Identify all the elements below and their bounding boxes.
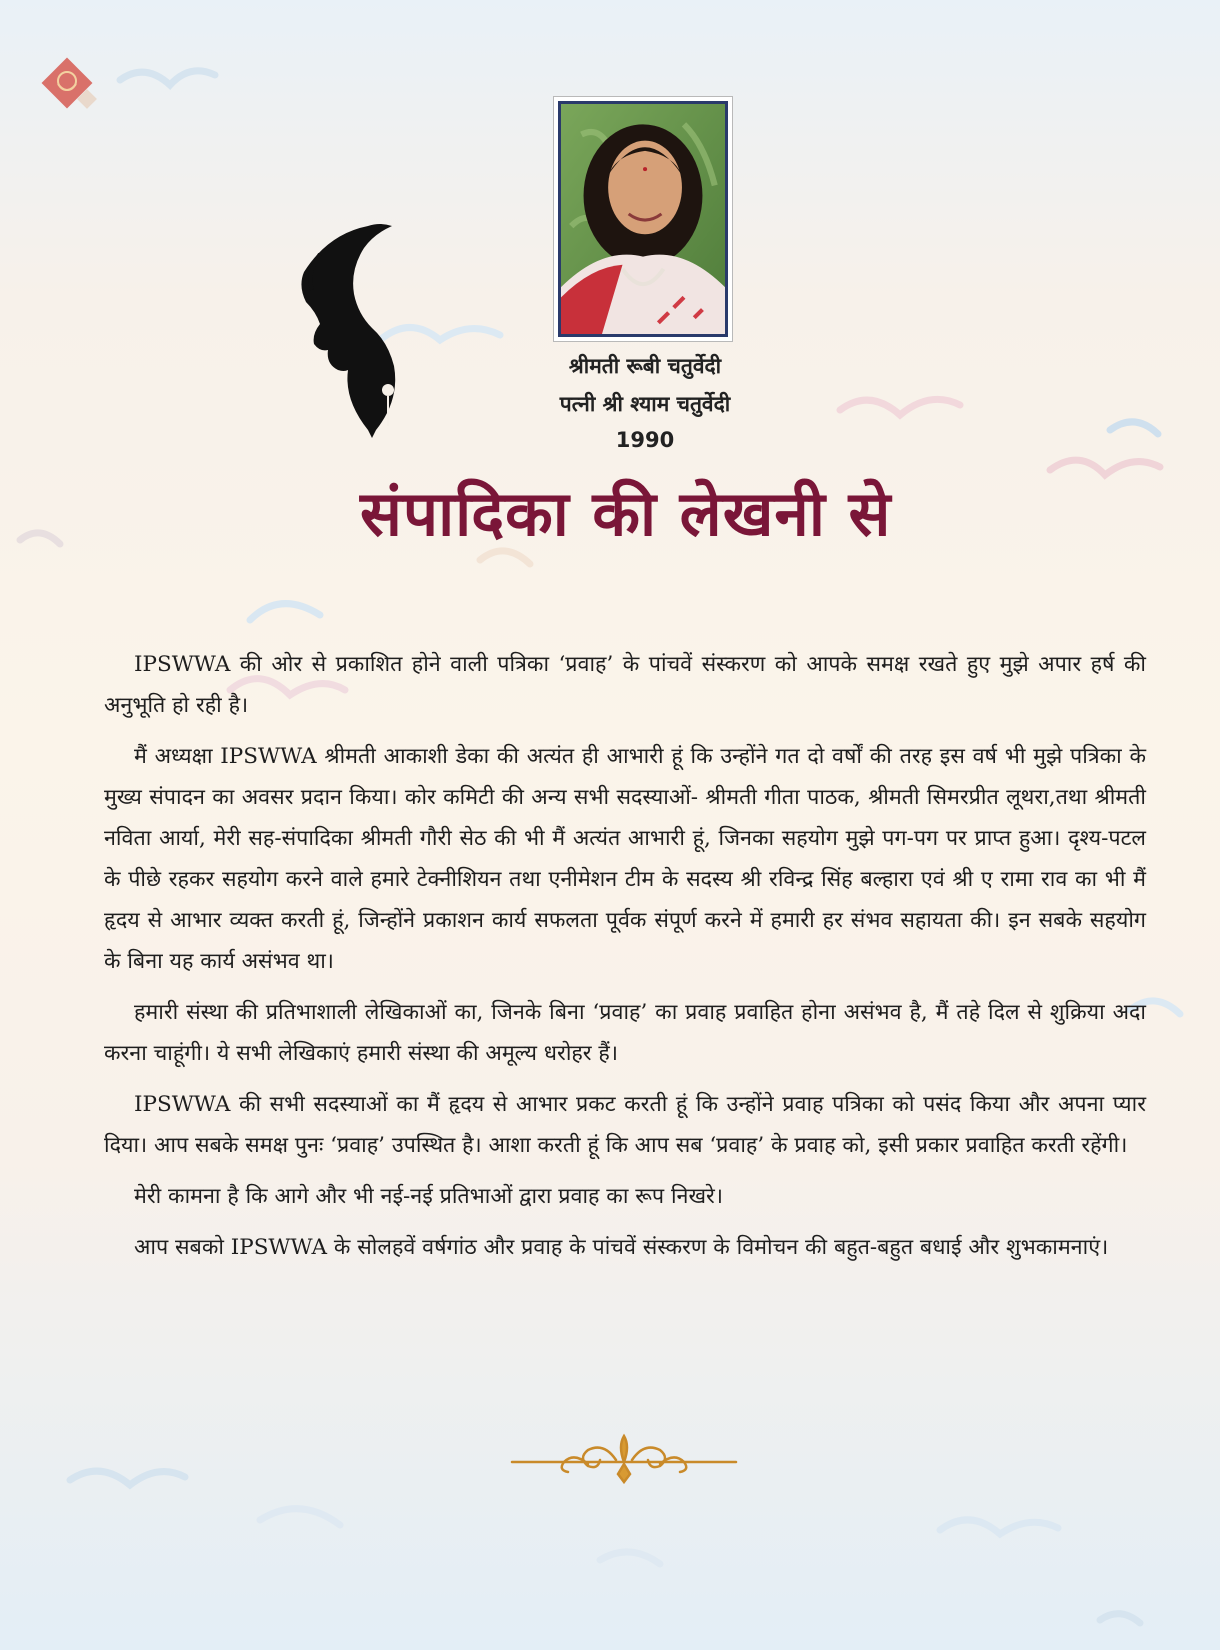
paragraph: मैं अध्यक्षा IPSWWA श्रीमती आकाशी डेका की अत्यंत ही आभारी हूं कि उन्होंने गत दो वर्षों की तरह इस वर्ष भी मुझे पत्रिका के मुख्य संपादन का अवसर प्रदान किया। कोर कमिटी की अन्य सभी सदस्याओं- श्रीमती गीता पाठक, श्रीमती सिमरप्रीत लूथरा,तथा श्रीमती नविता आर्या, मेरी सह-संपादिका श्रीमती गौरी सेठ की भी मैं अत्यंत आभारी हूं, जिनका सहयोग मुझे पग-पग पर प्राप्त हुआ। दृश्य-पटल के पीछे रहकर सहयोग करने वाले हमारे टेक्नीशियन तथा एनीमेशन टीम के सदस्य श्री रविन्द्र सिंह बल्हारा एवं श्री ए रामा राव का भी मैं हृदय से आभार व्यक्त करती हूं, जिन्होंने प्रकाशन कार्य सफलता पूर्वक संपूर्ण करने में हमारी हर संभव सहायता की। इन सबके सहयोग के बिना यह कार्य असंभव था। — [104, 744, 1146, 974]
pravah-logo-icon — [36, 52, 98, 114]
bird-shape — [120, 71, 215, 85]
editor-year: 1990 — [615, 428, 675, 452]
logo — [36, 52, 98, 114]
paragraph: आप सबको IPSWWA के सोलहवें वर्षगांठ और प्रवाह के पांचवें संस्करण के विमोचन की बहुत-बहुत बधाई और शुभकामनाएं। — [134, 1235, 1109, 1260]
bird-shape — [250, 604, 320, 620]
bird-shape — [1100, 1614, 1140, 1623]
paragraph: हमारी संस्था की प्रतिभाशाली लेखिकाओं का, जिनके बिना ‘प्रवाह’ का प्रवाह प्रवाहित होना असंभव है, मैं तहे दिल से शुक्रिया अदा करना चाहूंगी। ये सभी लेखिकाएं हमारी संस्था की अमूल्य धरोहर हैं। — [104, 1000, 1146, 1066]
pen-silhouette-icon — [290, 218, 440, 488]
page-title: संपादिका की लेखनी से — [360, 477, 892, 550]
bird-shape — [20, 533, 60, 544]
bird-shape — [260, 1509, 340, 1525]
bird-shape — [70, 1471, 185, 1485]
editorial-body — [104, 644, 1146, 1278]
bird-shape — [840, 399, 960, 415]
bird-shape — [940, 1520, 1058, 1534]
editor-name: श्रीमती रूबी चतुर्वेदी — [568, 354, 722, 378]
bird-shape — [600, 1552, 660, 1564]
editor-relation: पत्नी श्री श्याम चतुर्वेदी — [559, 392, 731, 416]
bird-shape — [1110, 422, 1158, 434]
editor-photo — [553, 96, 733, 342]
paragraph: मेरी कामना है कि आगे और भी नई-नई प्रतिभाओं द्वारा प्रवाह का रूप निखरे। — [134, 1184, 723, 1209]
ornamental-flourish-icon — [508, 1430, 740, 1486]
bird-shape — [1050, 460, 1160, 475]
paragraph: IPSWWA की ओर से प्रकाशित होने वाली पत्रिका ‘प्रवाह’ के पांचवें संस्करण को आपके समक्ष रखते हुए मुझे अपार हर्ष की अनुभूति हो रही है। — [104, 652, 1146, 718]
portrait-image — [561, 104, 725, 334]
paragraph: IPSWWA की सभी सदस्याओं का मैं हृदय से आभार प्रकट करती हूं कि उन्होंने प्रवाह पत्रिका को पसंद किया और अपना प्यार दिया। आप सबके समक्ष पुनः ‘प्रवाह’ उपस्थित है। आशा करती हूं कि आप सब ‘प्रवाह’ के प्रवाह को, इसी प्रकार प्रवाहित करती रहेंगी। — [104, 1092, 1146, 1158]
